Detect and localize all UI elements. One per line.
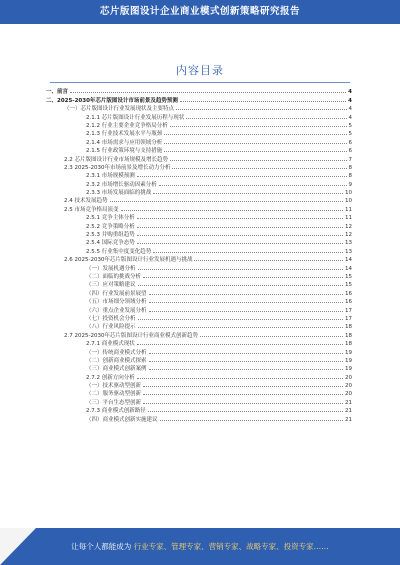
toc-entry-text: 2.7.3 商业模式创新路径 [86,408,146,415]
toc-page-number: 8 [348,164,352,171]
toc-entry[interactable] [46,322,352,330]
toc-leader-dots [138,326,343,328]
toc-entry[interactable] [46,381,352,389]
toc-page-number: 11 [345,206,352,213]
toc-page-number: 9 [348,181,352,188]
toc-leader-dots [137,242,343,244]
toc-page-number: 20 [345,374,352,381]
toc-entry[interactable] [46,230,352,238]
toc-entry-text: 2.1.1 芯片版图设计行业发展历程与现状 [86,114,185,121]
toc-entry-text: （四）商业模式创新实施建议 [86,416,158,423]
table-of-contents [46,87,352,423]
toc-leader-dots [70,91,346,93]
toc-entry-text: 2.1.5 行业政策环境与支持措施 [86,148,163,155]
toc-entry[interactable] [46,330,352,338]
toc-entry[interactable] [46,389,352,397]
toc-leader-dots [149,301,343,303]
toc-page-number: 14 [345,265,352,272]
toc-page-number: 20 [345,383,352,390]
toc-entry[interactable] [46,171,352,179]
toc-entry-text: （一）传统商业模式分析 [86,349,147,356]
toc-leader-dots [186,117,346,119]
toc-leader-dots [137,217,343,219]
toc-entry-text: 2.5.5 行业集中度变化趋势 [86,248,152,255]
footer-banner [0,528,400,565]
toc-entry[interactable] [46,204,352,212]
toc-entry[interactable] [46,272,352,280]
toc-leader-dots [164,142,346,144]
toc-page-number: 4 [348,106,352,113]
toc-leader-dots [121,209,344,211]
toc-leader-dots [138,318,343,320]
toc-leader-dots [149,352,343,354]
toc-leader-dots [160,419,343,421]
toc-entry[interactable] [46,146,352,154]
toc-page-number: 4 [348,114,352,121]
toc-leader-dots [137,234,343,236]
toc-entry-text: （一）技术驱动型创新 [86,383,142,390]
footer-slogan-lead: 让每个人都能成为 [71,542,132,551]
toc-entry[interactable] [46,305,352,313]
title-divider [50,82,350,83]
toc-leader-dots [176,108,346,110]
toc-entry-text: 2.1.4 市场需求与应用领域分析 [86,139,163,146]
report-title: 芯片版图设计企业商业模式创新策略研究报告 [99,6,300,17]
toc-page-number: 8 [348,173,352,180]
toc-leader-dots [137,226,343,228]
toc-page-number: 16 [345,299,352,306]
toc-leader-dots [164,150,346,152]
toc-page-number: 15 [345,273,352,280]
toc-leader-dots [153,251,343,253]
toc-entry[interactable] [46,263,352,271]
toc-entry[interactable] [46,154,352,162]
toc-entry-text: （三）商业模式创新案例 [86,366,147,373]
toc-leader-dots [194,259,343,261]
toc-leader-dots [143,276,343,278]
toc-entry-text: 2.7.2 创新方向分析 [86,374,135,381]
toc-entry[interactable] [46,364,352,372]
footer-slogan-accent: 行业专家、管理专家、营销专家、战略专家、投资专家…… [133,542,329,551]
toc-entry[interactable] [46,280,352,288]
toc-leader-dots [137,175,347,177]
toc-entry-text: （七）投资机会分析 [86,315,136,322]
toc-leader-dots [138,284,343,286]
toc-leader-dots [149,360,343,362]
toc-entry[interactable] [46,397,352,405]
toc-page-number: 19 [345,357,352,364]
toc-page-number: 12 [345,223,352,230]
toc-entry-text: （八）行业风险提示 [86,324,136,331]
toc-leader-dots [137,343,343,345]
toc-leader-dots [137,377,343,379]
toc-entry-text: 2.4 技术发展趋势 [64,198,108,205]
toc-page-number: 10 [345,198,352,205]
toc-entry[interactable] [46,372,352,380]
toc-entry[interactable] [46,87,352,95]
toc-leader-dots [172,167,346,169]
toc-leader-dots [143,402,343,404]
toc-leader-dots [138,268,343,270]
toc-entry-text: 2.5.2 竞争策略分析 [86,223,135,230]
toc-page-number: 21 [345,408,352,415]
toc-entry-text: 2.7 2025-2030年芯片版图设计行业商业模式创新趋势 [64,332,198,339]
toc-entry-text: （三）平台生态型创新 [86,399,142,406]
toc-entry[interactable] [46,406,352,414]
toc-entry-text: （六）重点企业发展分析 [86,307,147,314]
toc-page-number: 19 [345,366,352,373]
toc-entry[interactable] [46,238,352,246]
toc-entry[interactable] [46,255,352,263]
toc-page-number: 14 [345,257,352,264]
toc-page-number: 17 [345,315,352,322]
toc-page-number: 12 [345,232,352,239]
toc-leader-dots [159,184,347,186]
toc-page-number: 6 [348,139,352,146]
toc-entry-text: 2.3.1 市场规模预测 [86,173,135,180]
toc-entry[interactable] [46,179,352,187]
toc-entry-text: （四）行业发展前景展望 [86,290,147,297]
footer-slogan [0,528,400,565]
toc-entry-text: 2.5 市场竞争格局演变 [64,206,119,213]
toc-page-number: 5 [348,131,352,138]
toc-entry[interactable] [46,221,352,229]
report-header [0,0,400,24]
toc-page-number: 20 [345,391,352,398]
toc-leader-dots [170,125,347,127]
toc-page-number: 10 [345,190,352,197]
toc-entry-text: 2.5.1 竞争主体分析 [86,215,135,222]
toc-entry-text: 2.3.2 市场增长驱动因素分析 [86,181,157,188]
toc-entry[interactable] [46,196,352,204]
toc-page-number: 4 [348,89,352,96]
toc-entry[interactable] [46,129,352,137]
page-title: 内容目录 [176,64,224,77]
toc-entry[interactable] [46,414,352,422]
toc-page-number: 16 [345,290,352,297]
toc-entry-text: （三）应对策略建议 [86,282,136,289]
toc-leader-dots [110,200,344,202]
toc-leader-dots [170,159,347,161]
toc-entry-text: 2.2 芯片版图设计行业市场规模及增长趋势 [64,156,168,163]
toc-page-number: 19 [345,349,352,356]
toc-entry[interactable] [46,246,352,254]
toc-page-number: 21 [345,416,352,423]
toc-page-number: 13 [345,240,352,247]
toc-page-number: 5 [348,122,352,129]
toc-page-number: 18 [345,324,352,331]
toc-page-number: 11 [345,215,352,222]
toc-leader-dots [153,192,343,194]
toc-leader-dots [143,393,343,395]
toc-page-number: 6 [348,148,352,155]
toc-entry[interactable] [46,188,352,196]
toc-leader-dots [200,335,343,337]
toc-page-number: 18 [345,332,352,339]
toc-entry[interactable] [46,95,352,103]
toc-leader-dots [164,133,346,135]
toc-leader-dots [149,310,343,312]
toc-page-number: 13 [345,248,352,255]
toc-entry-text: 2.6 2025-2030年芯片版图设计行业发展机遇与挑战 [64,257,193,264]
toc-entry-text: 2.5.3 并购重组趋势 [86,232,135,239]
toc-entry[interactable] [46,112,352,120]
toc-leader-dots [180,100,346,102]
toc-entry-text: 一、前言 [46,89,69,96]
toc-entry[interactable] [46,288,352,296]
toc-entry-text: 二、2025-2030年芯片版图设计市场前景及趋势预测 [46,97,178,104]
toc-page-number: 17 [345,307,352,314]
toc-entry[interactable] [46,163,352,171]
toc-leader-dots [148,410,343,412]
toc-page-number: 15 [345,282,352,289]
toc-entry-text: 2.7.1 商业模式现状 [86,341,135,348]
toc-entry-text: （一）发展机遇分析 [86,265,136,272]
toc-entry-text: （一）芯片版图设计行业发展现状及主要特点 [64,106,175,113]
toc-entry-text: （二）创新商业模式探索 [86,357,147,364]
toc-entry-text: （二）面临的挑战分析 [86,273,142,280]
toc-entry[interactable] [46,121,352,129]
toc-entry-text: （二）服务驱动型创新 [86,391,142,398]
toc-page-number: 4 [348,97,352,104]
toc-leader-dots [143,385,343,387]
toc-entry-text: 2.5.4 国际竞争态势 [86,240,135,247]
toc-page-number: 21 [345,399,352,406]
toc-entry[interactable] [46,213,352,221]
toc-entry-text: 2.3 2025-2030年市场前景及增长动力分析 [64,164,171,171]
toc-entry-text: 2.3.3 市场发展面临的挑战 [86,190,152,197]
toc-page-number: 18 [345,341,352,348]
toc-entry-text: （五）市场细分领域分析 [86,299,147,306]
toc-entry[interactable] [46,339,352,347]
toc-leader-dots [149,293,343,295]
toc-entry[interactable] [46,356,352,364]
toc-entry-text: 2.1.3 行业技术发展水平与瓶颈 [86,131,163,138]
toc-leader-dots [149,368,343,370]
toc-entry[interactable] [46,104,352,112]
toc-entry[interactable] [46,297,352,305]
toc-entry[interactable] [46,314,352,322]
toc-page-number: 7 [348,156,352,163]
toc-entry-text: 2.1.2 行业主要企业竞争格局分析 [86,122,168,129]
toc-entry[interactable] [46,137,352,145]
toc-entry[interactable] [46,347,352,355]
